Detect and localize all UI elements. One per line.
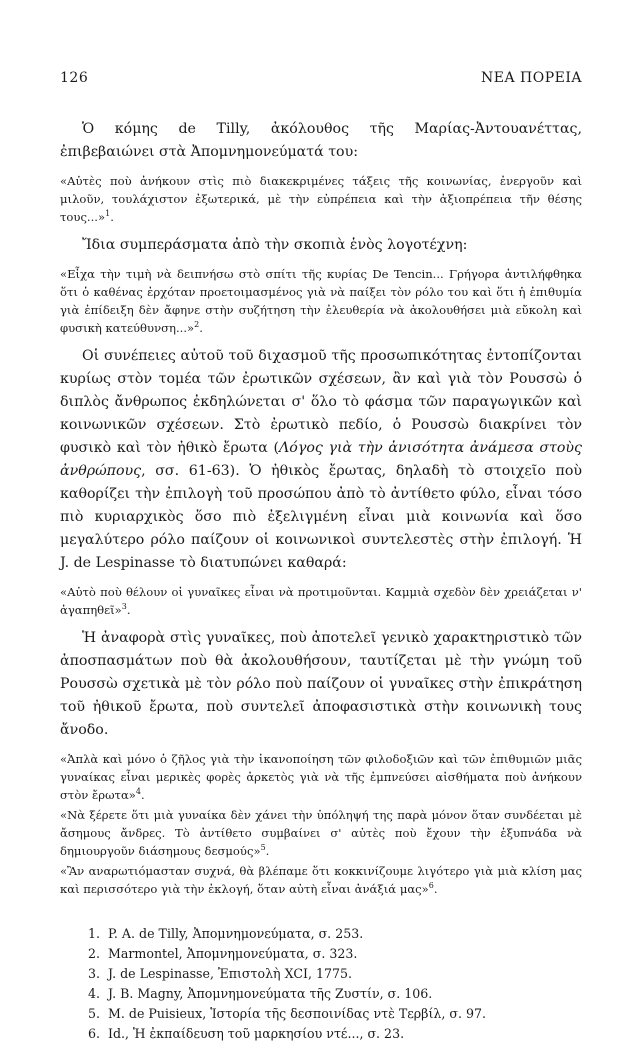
running-title: ΝΕΑ ΠΟΡΕΙΑ [481,70,582,86]
footnote-ref-6: 6 [428,881,434,891]
footnote-text: J. B. Magny, Ἀπομνημονεύματα τῆς Ζυστίν, σ. 106. [108,986,433,1001]
footnote-number: 1. [88,926,101,941]
paragraph-2-text: Ἴδια συμπεράσματα ἀπὸ τὴν σκοπιὰ ἑνὸς λογοτέχνη: [82,237,468,253]
footnote-text: Id., Ἡ ἐκπαίδευση τοῦ μαρκησίου ντέ..., σ. 23. [108,1026,405,1041]
footnote-ref-3: 3 [121,602,127,612]
footnote-item [88,1024,582,1044]
footnote-text: Marmontel, Ἀπομνημονεύματα, σ. 323. [108,946,358,961]
footnote-number: 5. [88,1006,101,1021]
quote-6: «Ἂν αναρωτιόμασταν συχνά, θὰ βλέπαμε ὅτι κοκκινίζουμε λιγότερο γιὰ μιὰ κλίση μας καὶ περισσότερο γιὰ τὴν ἐκλογή, ὅταν αὐτὴ εἶναι ἀνάξιά μας»$^6$. [60,864,582,896]
paragraph-2 [60,234,582,257]
quote-5: «Νὰ ξέρετε ὅτι μιὰ γυναίκα δὲν χάνει τὴν ὑπόληψή της παρὰ μόνον ὅταν συνδέεται μὲ ἄσημους ἄνδρες. Τὸ ἀντίθετο συμβαίνει σ' αὐτὲς ποὺ ἔχουν τὴν ἐξυπνάδα νὰ δημιουργοῦν διάσημους δεσμούς»$^5$. [60,808,582,858]
footnote-text: P. A. de Tilly, Ἀπομνημονεύματα, σ. 253. [108,926,364,941]
footnote-item [88,1004,582,1024]
quote-1: «Αὐτὲς ποὺ ἀνήκουν στὶς πιὸ διακεκριμένες τάξεις τῆς κοινωνίας, ἐνεργοῦν καὶ μιλοῦν, τουλάχιστον ἐξωτερικά, μὲ τὴν εὐπρέπεια καὶ τὴν ἀξιοπρέπεια τῆν θέσης τους...»$^1$. [60,174,582,224]
quote-1-text: «Αὐτὲς ποὺ ἀνήκουν στὶς πιὸ διακεκριμένες τάξεις τῆς κοινωνίας, ἐνεργοῦν καὶ μιλοῦν, τουλάχιστον ἐξωτερικά, μὲ τὴν εὐπρέπεια καὶ τὴν ἀξιοπρέπεια τῆν θέσης τους...» [60,174,582,224]
footnote-ref-5: 5 [260,843,266,853]
footnote-item [88,944,582,964]
quote-3-text: «Αὐτὸ ποὺ θέλουν οἱ γυναῖκες εἶναι νὰ προτιμοῦνται. Καμμιὰ σχεδὸν δὲν χρειάζεται ν' ἀγαπηθεῖ» [60,585,582,617]
quote-4: «Ἁπλὰ καὶ μόνο ὁ ζῆλος γιὰ τὴν ἱκανοποίηση τῶν φιλοδοξιῶν καὶ τῶν ἐπιθυμιῶν μιᾶς γυναίκας εἶναι μερικὲς φορὲς ἀρκετὸς γιὰ νὰ τῆς ἐμπνεύσει αἰσθήματα ποὺ ἀνήκουν στὸν ἔρωτα»$^4$. [60,752,582,802]
quote-3: «Αὐτὸ ποὺ θέλουν οἱ γυναῖκες εἶναι νὰ προτιμοῦνται. Καμμιὰ σχεδὸν δὲν χρειάζεται ν' ἀγαπηθεῖ»$^3$. [60,585,582,617]
footnote-item [88,964,582,984]
quote-6-text: «Ἂν αναρωτιόμασταν συχνά, θὰ βλέπαμε ὅτι κοκκινίζουμε λιγότερο γιὰ μιὰ κλίση μας καὶ περισσότερο γιὰ τὴν ἐκλογή, ὅταν αὐτὴ εἶναι ἀνάξιά μας» [60,864,582,896]
footnote-item [88,924,582,944]
paragraph-3 [60,345,582,575]
footnote-text: J. de Lespinasse, Ἐπιστολὴ XCI, 1775. [108,966,353,981]
quote-5-text: «Νὰ ξέρετε ὅτι μιὰ γυναίκα δὲν χάνει τὴν ὑπόληψή της παρὰ μόνον ὅταν συνδέεται μὲ ἄσημους ἄνδρες. Τὸ ἀντίθετο συμβαίνει σ' αὐτὲς ποὺ ἔχουν τὴν ἐξυπνάδα νὰ δημιουργοῦν διάσημους δεσμούς» [60,808,582,858]
page [60,70,582,1057]
paragraph-3-tail: , σσ. 61-63). Ὁ ἠθικὸς ἔρωτας, δηλαδὴ τὸ στοιχεῖο ποὺ καθορίζει τὴν ἐπιλογὴ τοῦ προσώπου ἀπὸ τὸ ἀντίθετο φύλο, εἶναι τόσο πιὸ κυριαρχικὸς ὅσο πιὸ ἐξελιγμένη εἶναι μιὰ κοινωνία καὶ ὅσο μεγαλύτερο ρόλο παίζουν οἱ κοινωνικοὶ συντελεστὲς στὴν ἐπιλογή. Ἡ J. de Lespinasse τὸ διατυπώνει καθαρά: [60,463,582,571]
page-number: 126 [60,70,89,86]
page-header [60,70,582,86]
paragraph-4 [60,627,582,742]
paragraph-1-text: Ὁ κόμης de Tilly, ἀκόλουθος τῆς Μαρίας-Ἀντουανέττας, ἐπιβεβαιώνει στὰ Ἀπομνημονεύματά του: [60,121,582,160]
quote-2: «Εἶχα τὴν τιμὴ νὰ δειπνήσω στὸ σπίτι τῆς κυρίας De Tencin... Γρήγορα ἀντιλήφθηκα ὅτι ὁ καθένας ἐρχόταν προετοιμασμένος γιὰ νὰ παίξει τὸν ρόλο του καὶ ὅτι ἡ ἐπιθυμία γιὰ ἐπίδειξη δὲν ἄφηνε στὴν συζήτηση τὴν ἐλευθερία νὰ ἀκολουθήσει μιὰ εὔκολη καὶ φυσικὴ κατεύθυνση...»$^2$. [60,267,582,335]
footnote-ref-4: 4 [135,787,141,797]
quote-4-text: «Ἁπλὰ καὶ μόνο ὁ ζῆλος γιὰ τὴν ἱκανοποίηση τῶν φιλοδοξιῶν καὶ τῶν ἐπιθυμιῶν μιᾶς γυναίκας εἶναι μερικὲς φορὲς ἀρκετὸς γιὰ νὰ τῆς ἐμπνεύσει αἰσθήματα ποὺ ἀνήκουν στὸν ἔρωτα» [60,752,582,802]
footnote-number: 3. [88,966,101,981]
footnote-text: M. de Puisieux, Ἱστορία τῆς δεσποινίδας ντὲ Τερβίλ, σ. 97. [108,1006,486,1021]
footnote-item [88,984,582,1004]
footnote-ref-2: 2 [194,320,200,330]
paragraph-1 [60,118,582,164]
paragraph-4-text: Ἡ ἀναφορὰ στὶς γυναῖκες, ποὺ ἀποτελεῖ γενικὸ χαρακτηριστικὸ τῶν ἀποσπασμάτων ποὺ θὰ ἀκολουθήσουν, ταυτίζεται μὲ τὴν γνώμη τοῦ Ρουσσὼ σχετικὰ μὲ τὸν ρόλο ποὺ παίζουν οἱ γυναῖκες στὴν ἐπικράτηση τοῦ ἠθικοῦ ἔρωτα, ποὺ συντελεῖ ἀποφασιστικὰ στὴν κοινωνικὴ τους ἄνοδο. [60,630,582,738]
footnote-number: 4. [88,986,101,1001]
quote-2-text: «Εἶχα τὴν τιμὴ νὰ δειπνήσω στὸ σπίτι τῆς κυρίας De Tencin... Γρήγορα ἀντιλήφθηκα ὅτι ὁ καθένας ἐρχόταν προετοιμασμένος γιὰ νὰ παίξει τὸν ρόλο του καὶ ὅτι ἡ ἐπιθυμία γιὰ ἐπίδειξη δὲν ἄφηνε στὴν συζήτηση τὴν ἐλευθερία νὰ ἀκολουθήσει μιὰ εὔκολη καὶ φυσικὴ κατεύθυνση...» [60,267,582,335]
footnote-ref-1: 1 [105,209,111,219]
footnotes-list [60,924,582,1044]
paragraph-3-text: Οἱ συνέπειες αὐτοῦ τοῦ διχασμοῦ τῆς προσωπικότητας ἐντοπίζονται κυρίως στὸν τομέα τῶν ἐρωτικῶν σχέσεων, ἂν καὶ γιὰ τὸν Ρουσσὼ ὁ διπλὸς ἄνθρωπος ἐκδηλώνεται σ' ὅλο τὸ φάσμα τῶν παραγωγικῶν καὶ κοινωνικῶν σχέσεων. Στὸ ἐρωτικὸ πεδίο, ὁ Ρουσσὼ διακρίνει τὸν φυσικὸ καὶ τὸν ἠθικὸ ἔρωτα ( [60,348,582,456]
footnote-number: 6. [88,1026,101,1041]
paragraph-3-italic: Λόγος γιὰ τὴν ἀνισότητα ἀνάμεσα στοὺς ἀνθρώπους [60,440,582,479]
footnote-number: 2. [88,946,101,961]
